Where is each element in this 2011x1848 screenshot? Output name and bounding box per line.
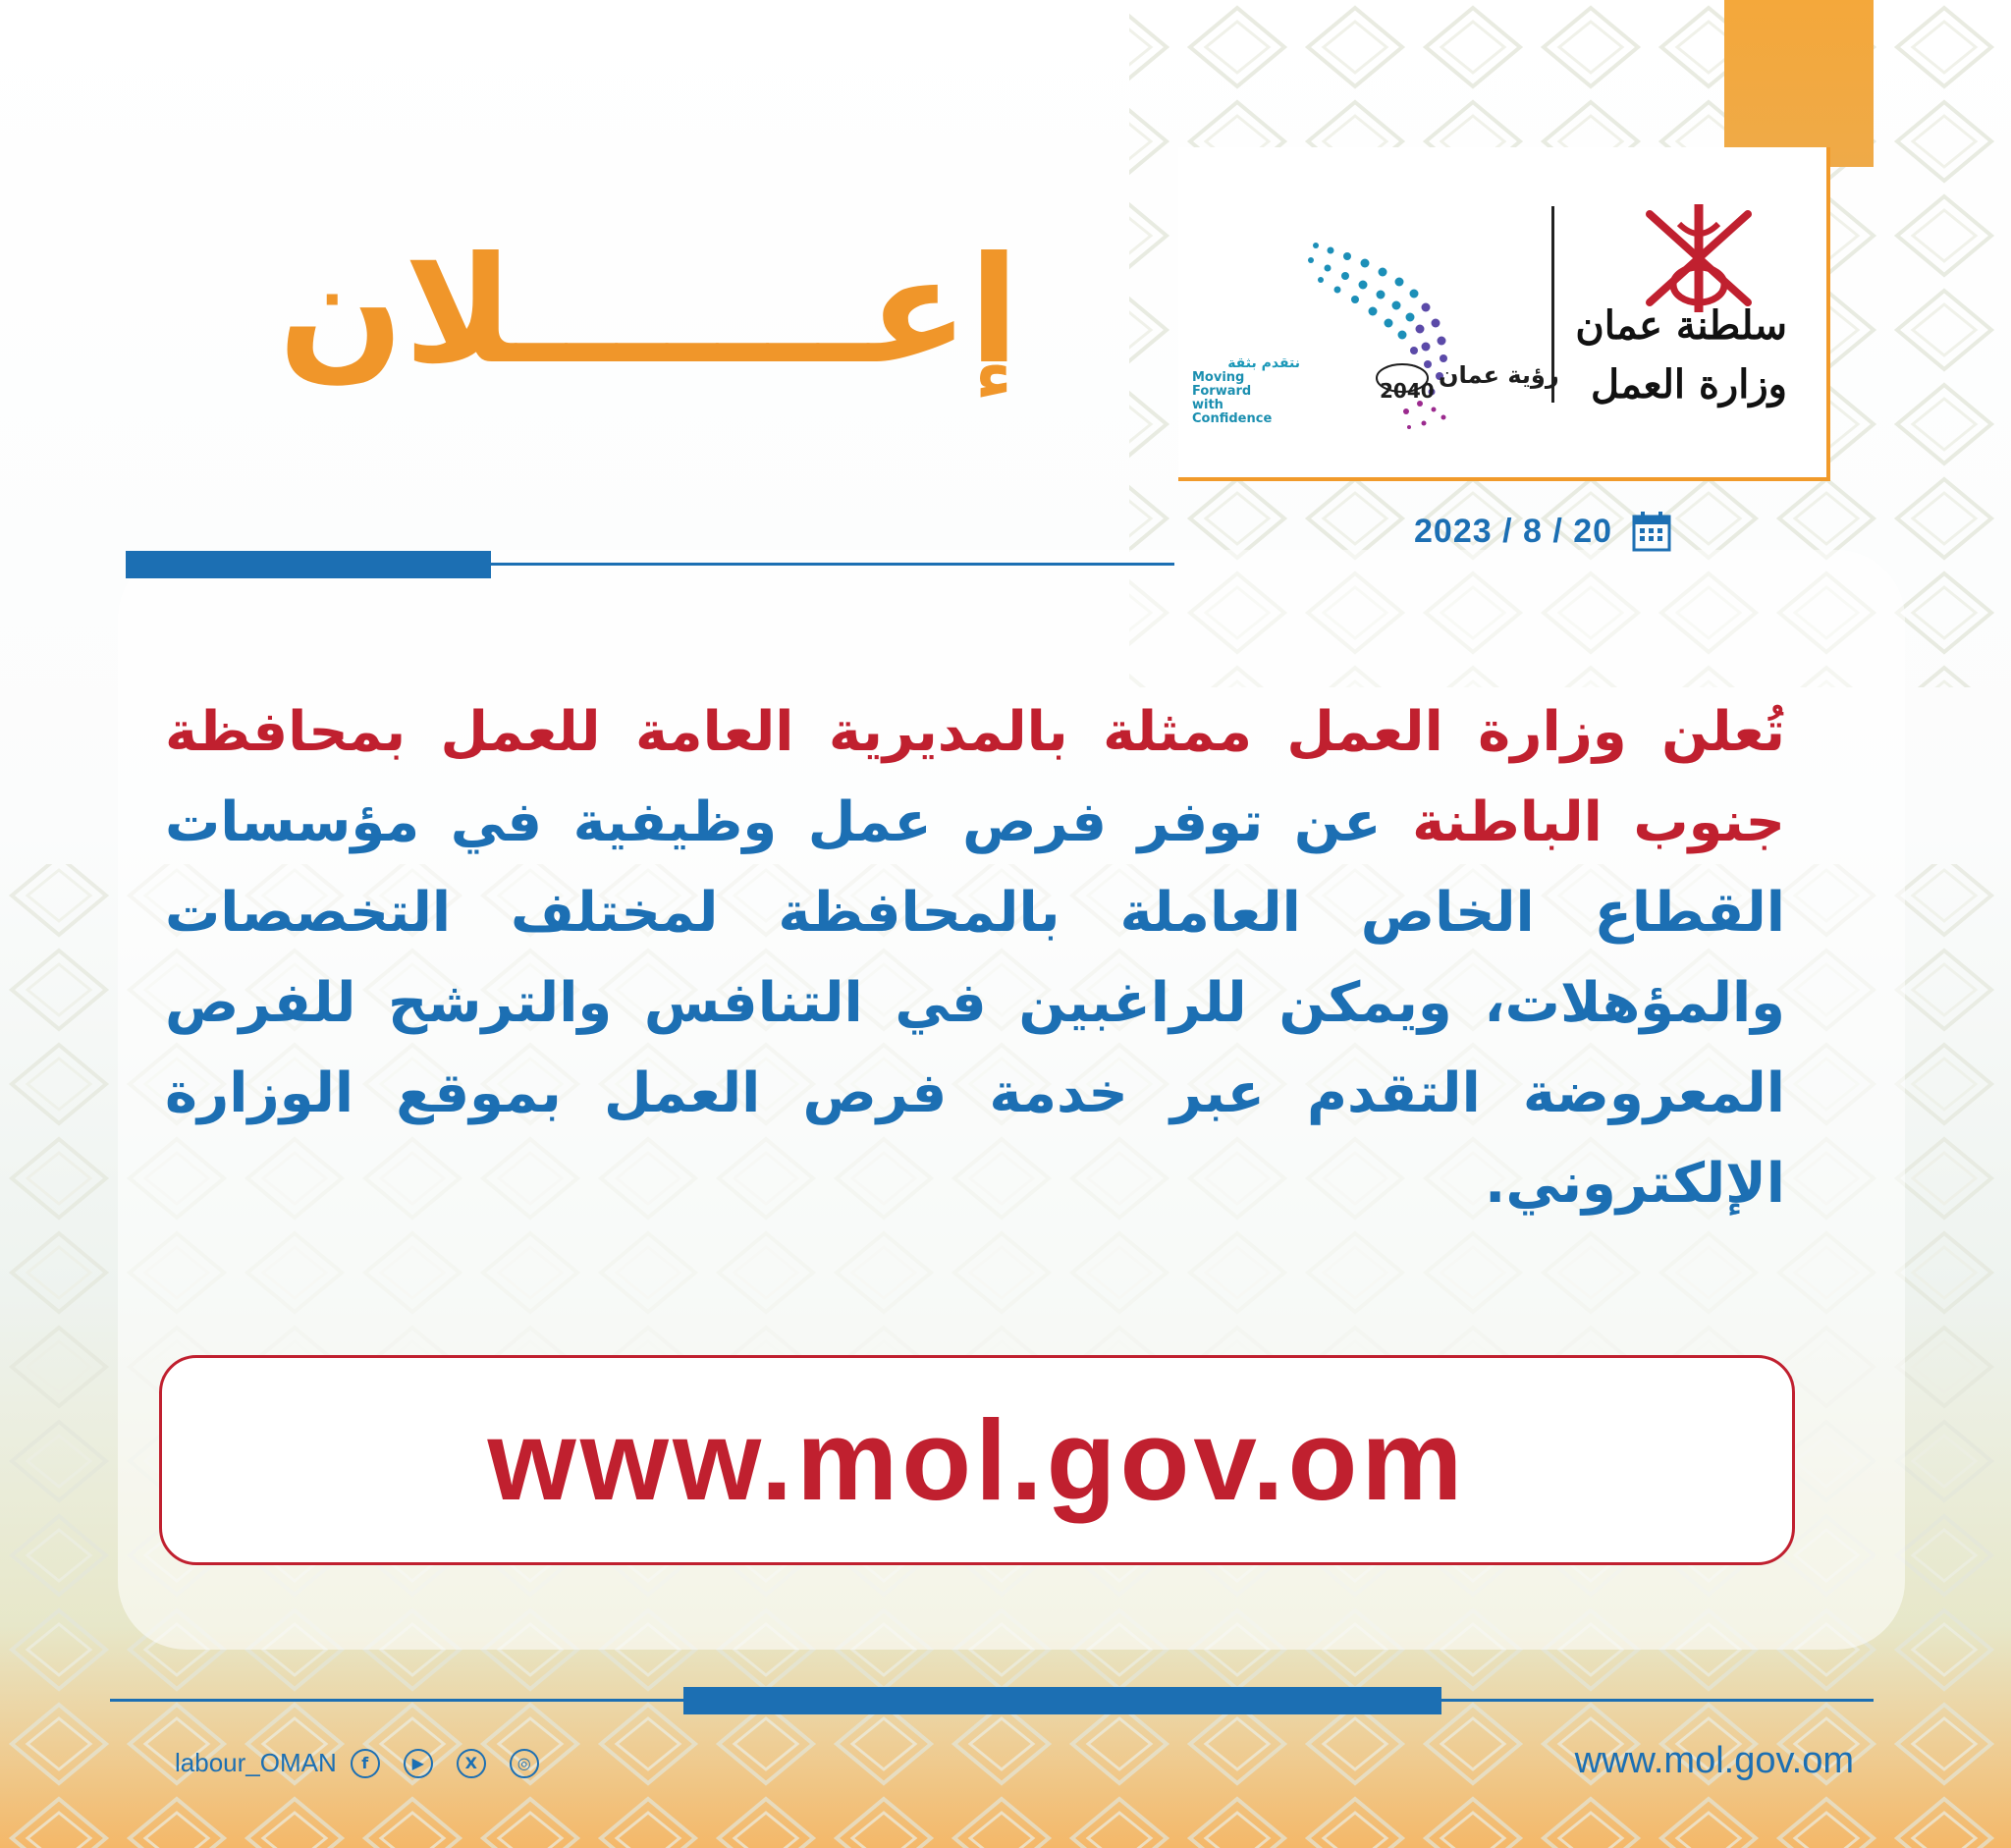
orange-accent-strip bbox=[1724, 0, 1874, 167]
website-url[interactable]: www.mol.gov.om bbox=[487, 1396, 1467, 1524]
body-part-3: عن توفر فرص عمل وظيفية في مؤسسات القطاع الخاص العاملة بالمحافظة لمختلف التخصصات والمؤهلات، ويمكن للراغبين في التنافس والترشح للفرص المعروضة التقدم عبر خدمة فرص العمل بموقع الوزارة الإلكتروني. bbox=[165, 790, 1785, 1216]
announcement-title: إعـــــــلان bbox=[278, 226, 1019, 397]
vision-year: 2040 bbox=[1380, 379, 1435, 403]
body-part-1: تُعلن وزارة العمل ممثلة بالمديرية العامة للعمل bbox=[440, 700, 1785, 764]
top-divider bbox=[126, 551, 1174, 582]
slogan-english-1: Moving Forward bbox=[1192, 370, 1252, 399]
date-row bbox=[1414, 511, 1671, 552]
announcement-date: 2023 / 8 / 20 bbox=[1414, 512, 1613, 550]
vision-label: رؤية عمان bbox=[1439, 361, 1559, 389]
oman-vision-logo-icon bbox=[1277, 231, 1542, 447]
website-cta[interactable] bbox=[159, 1355, 1795, 1565]
social-handle[interactable]: labour_OMAN bbox=[175, 1748, 337, 1777]
body-part-2: بمحافظة جنوب الباطنة bbox=[165, 700, 1786, 854]
x-icon[interactable]: X bbox=[457, 1749, 486, 1778]
footer-website-link[interactable]: www.mol.gov.om bbox=[1574, 1740, 1854, 1781]
slogan-arabic: نتقدم بثقة bbox=[1227, 355, 1300, 371]
slogan-english-2: with Confidence bbox=[1192, 398, 1273, 426]
calendar-icon bbox=[1632, 511, 1671, 552]
youtube-icon[interactable]: ▶ bbox=[404, 1749, 433, 1778]
ministry-name: وزارة العمل bbox=[1591, 361, 1787, 408]
logo-header bbox=[1178, 147, 1830, 481]
facebook-icon[interactable]: f bbox=[351, 1749, 380, 1778]
slogan bbox=[1192, 355, 1300, 426]
social-links bbox=[175, 1748, 539, 1778]
instagram-icon[interactable]: ◎ bbox=[510, 1749, 539, 1778]
country-name: سلطنة عمان bbox=[1575, 302, 1787, 349]
announcement-body bbox=[165, 687, 1785, 1229]
bottom-divider bbox=[110, 1685, 1874, 1714]
